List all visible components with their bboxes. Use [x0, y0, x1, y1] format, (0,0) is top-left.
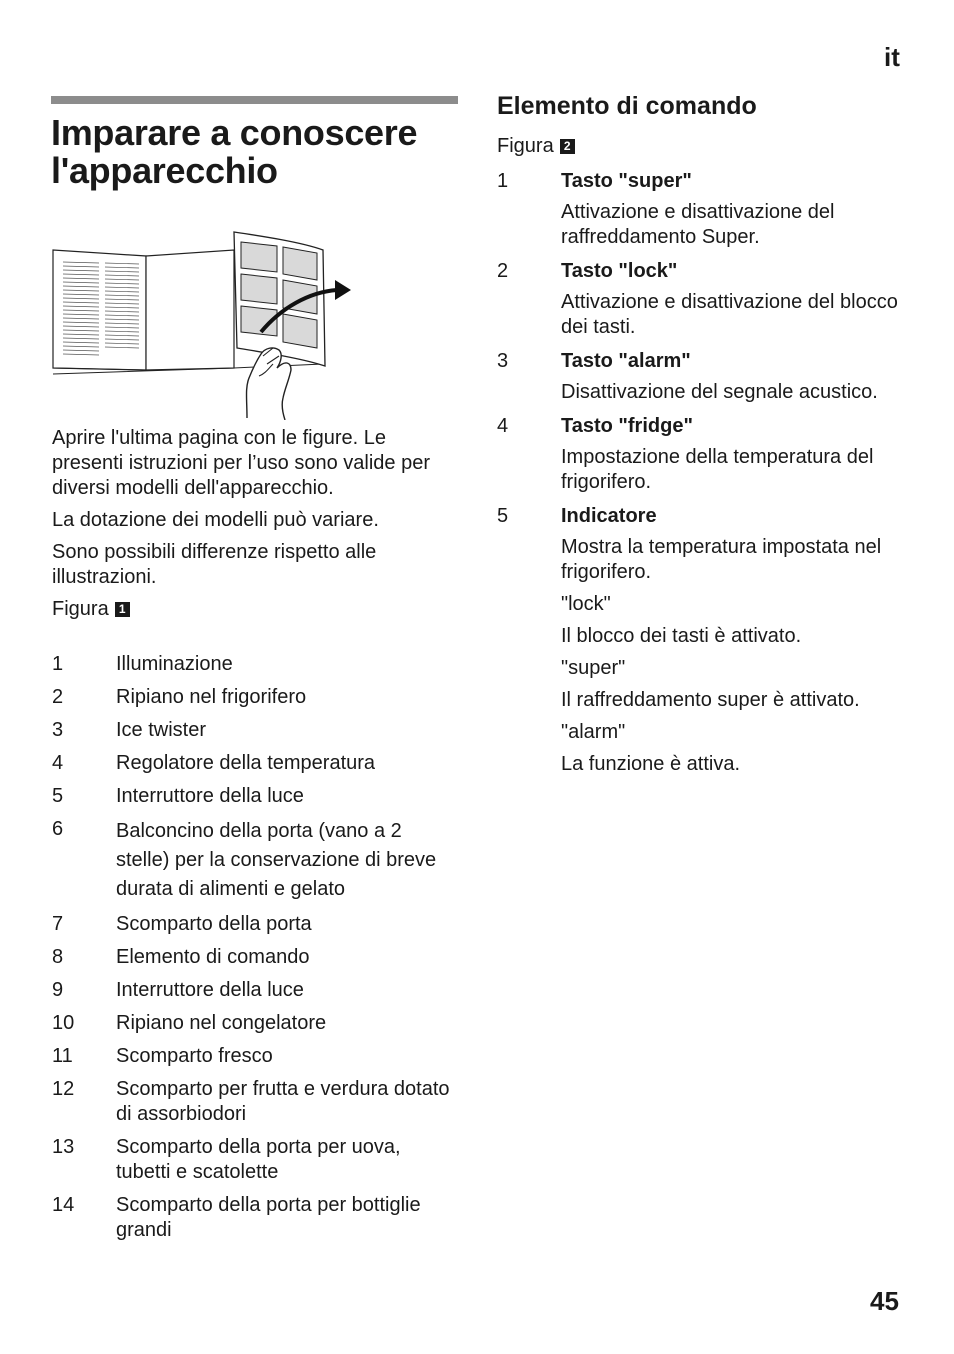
intro-paragraph: Aprire l'ultima pagina con le figure. Le presenti istruzioni per l’uso sono valide per diversi modelli dell'apparecchio. — [52, 427, 430, 499]
list-item — [52, 978, 452, 1003]
item-text: Interruttore della luce — [116, 979, 304, 1001]
item-number: 13 — [52, 1136, 75, 1158]
open-manual-illustration — [51, 228, 361, 420]
list-item — [52, 912, 452, 937]
item-number: 1 — [497, 170, 509, 192]
list-item — [497, 169, 917, 250]
item-number: 10 — [52, 1012, 75, 1034]
item-text: Elemento di comando — [116, 946, 310, 968]
list-item — [52, 1135, 452, 1185]
figure-2-reference — [497, 134, 917, 159]
item-description: Impostazione della temperatura del frigorifero. — [561, 446, 874, 493]
control-element-section — [497, 90, 917, 786]
item-number: 4 — [497, 415, 509, 437]
display-indicator-name: "lock" — [561, 593, 611, 615]
item-number: 14 — [52, 1194, 75, 1216]
item-number: 1 — [52, 653, 64, 675]
parts-list — [52, 652, 452, 1251]
item-number: 8 — [52, 946, 64, 968]
title-rule — [51, 96, 458, 104]
item-text: Interruttore della luce — [116, 785, 304, 807]
intro-paragraph: Sono possibili differenze rispetto alle illustrazioni. — [52, 541, 377, 588]
item-label: Tasto "alarm" — [561, 350, 691, 372]
item-label: Indicatore — [561, 505, 657, 527]
item-text: Scomparto per frutta e verdura dotato di assorbiodori — [116, 1078, 450, 1125]
figure-number-badge: 1 — [115, 602, 130, 617]
item-number: 2 — [52, 686, 64, 708]
list-item — [497, 259, 917, 340]
item-text: Ripiano nel frigorifero — [116, 686, 307, 708]
figure-number-badge: 2 — [560, 139, 575, 154]
item-number: 9 — [52, 979, 64, 1001]
controls-list — [497, 169, 917, 777]
item-number: 11 — [52, 1045, 73, 1067]
item-number: 5 — [497, 505, 509, 527]
intro-paragraph: La dotazione dei modelli può variare. — [52, 509, 379, 531]
item-number: 5 — [52, 785, 64, 807]
list-item — [497, 414, 917, 495]
item-text: Scomparto fresco — [116, 1045, 273, 1067]
list-item — [52, 652, 452, 677]
item-text: Scomparto della porta — [116, 913, 312, 935]
item-number: 3 — [497, 350, 509, 372]
item-text: Ice twister — [116, 719, 207, 741]
item-number: 6 — [52, 818, 64, 840]
item-description: La funzione è attiva. — [561, 753, 741, 775]
item-text: Illuminazione — [116, 653, 233, 675]
list-item — [52, 1011, 452, 1036]
language-tag: it — [884, 42, 900, 72]
item-description: Mostra la temperatura impostata nel frigorifero. — [561, 536, 882, 583]
item-description: Attivazione e disattivazione del blocco dei tasti. — [561, 291, 898, 338]
list-item — [52, 945, 452, 970]
page-title: Imparare a conoscere l'apparecchio — [51, 112, 418, 191]
figure-label: Figura — [497, 135, 554, 157]
list-item — [52, 1193, 452, 1243]
list-item — [52, 751, 452, 776]
list-item — [52, 718, 452, 743]
item-description: Il blocco dei tasti è attivato. — [561, 625, 802, 647]
list-item — [52, 685, 452, 710]
item-text: Balconcino della porta (vano a 2 stelle) per la conservazione di breve durata di alimenti e gelato — [116, 820, 437, 900]
list-item — [497, 504, 917, 777]
item-number: 12 — [52, 1078, 75, 1100]
item-number: 7 — [52, 913, 64, 935]
item-label: Tasto "fridge" — [561, 415, 693, 437]
figure-1-reference — [52, 597, 452, 622]
page-number: 45 — [870, 1286, 899, 1316]
display-indicator-name: "alarm" — [561, 721, 626, 743]
item-description: Attivazione e disattivazione del raffreddamento Super. — [561, 201, 835, 248]
figure-label: Figura — [52, 598, 109, 620]
item-text: Scomparto della porta per uova, tubetti e scatolette — [116, 1136, 401, 1183]
list-item — [497, 349, 917, 405]
item-number: 4 — [52, 752, 64, 774]
list-item — [52, 784, 452, 809]
display-indicator-name: "super" — [561, 657, 626, 679]
item-description: Disattivazione del segnale acustico. — [561, 381, 878, 403]
item-number: 2 — [497, 260, 509, 282]
item-number: 3 — [52, 719, 64, 741]
item-text: Regolatore della temperatura — [116, 752, 376, 774]
item-text: Scomparto della porta per bottiglie grandi — [116, 1194, 421, 1241]
item-description: Il raffreddamento super è attivato. — [561, 689, 860, 711]
list-item — [52, 817, 452, 904]
item-text: Ripiano nel congelatore — [116, 1012, 327, 1034]
item-label: Tasto "super" — [561, 170, 692, 192]
section-heading: Elemento di comando — [497, 92, 757, 120]
list-item — [52, 1044, 452, 1069]
item-label: Tasto "lock" — [561, 260, 678, 282]
intro-text — [52, 426, 452, 622]
list-item — [52, 1077, 452, 1127]
